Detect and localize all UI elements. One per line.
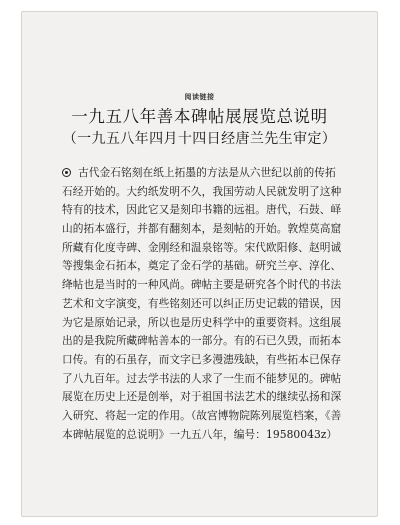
paragraph-line: 入研究、将起一定的作用。（故宫博物院陈列展览档案，《善 xyxy=(62,408,342,422)
paragraph-line: 口传。有的石虽存，而文字已多漫漶残缺，有些拓本已保存 xyxy=(62,352,342,366)
paragraph-line: 山的拓本盛行，并都有翻刻本，是刻帖的开始。敦煌莫高窟 xyxy=(62,222,342,236)
document-title: 一九五八年善本碑帖展展览总说明 xyxy=(71,107,328,126)
paragraph-line-text: 古代金石铭刻在纸上拓墨的方法是从六世纪以前的传拓 xyxy=(78,166,336,179)
document-subtitle: （一九五八年四月十四日经唐兰先生审定） xyxy=(62,131,337,147)
paragraph-line: 展览在历史上还是创举，对于祖国书法艺术的继续弘扬和深 xyxy=(62,390,342,404)
paragraph-line: 本碑帖展览的总说明》一九五八年，编号：19580043z） xyxy=(62,427,338,441)
paragraph-line xyxy=(62,164,384,183)
section-label: 阅读链接 xyxy=(184,93,215,101)
paragraph-line: 出的是我院所藏碑帖善本的一部分。有的石已久毁，而拓本 xyxy=(62,334,342,348)
paragraph-line: 绛帖也是当时的一种风尚。碑帖主要是研究各个时代的书法 xyxy=(62,278,342,292)
bullet-circle-icon xyxy=(62,168,71,177)
document-card xyxy=(21,11,378,517)
paragraph-line: 艺术和文字演变，有些铭刻还可以纠正历史记载的错误，因 xyxy=(62,296,342,310)
paragraph-line: 为它是原始记录，所以也是历史科学中的重要资料。这组展 xyxy=(62,315,342,329)
body-paragraph xyxy=(62,164,384,444)
paragraph-line: 了八九百年。过去学书法的人求了一生而不能梦见的。碑帖 xyxy=(62,371,342,385)
paragraph-line: 所藏有化度寺碑、金刚经和温泉铭等。宋代欧阳修、赵明诚 xyxy=(62,240,342,254)
paragraph-line: 石经开始的。大约纸发明不久，我国劳动人民就发明了这种 xyxy=(62,184,342,198)
paragraph-line: 等搜集金石拓本，奠定了金石学的基础。研究兰亭、淳化、 xyxy=(62,259,342,273)
paragraph-line: 特有的技术，因此它又是刻印书籍的远祖。唐代，石鼓、峄 xyxy=(62,203,342,217)
